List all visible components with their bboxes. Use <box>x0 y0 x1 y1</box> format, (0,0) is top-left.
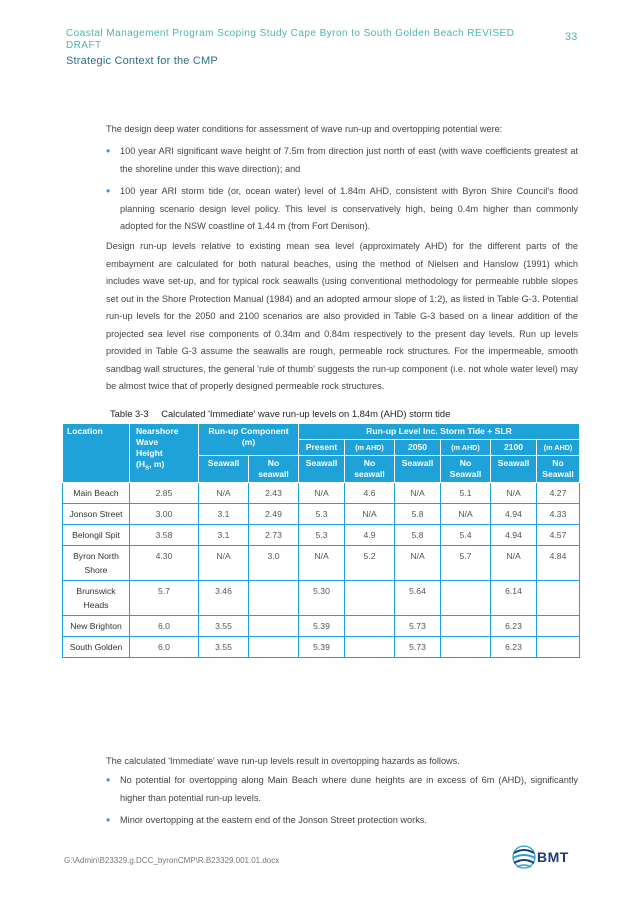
cell-2100-seawall: 6.23 <box>491 616 537 637</box>
nearshore-line4: (H <box>136 459 146 469</box>
cell-2100-no-seawall: 4.33 <box>537 504 580 525</box>
cell-wave-height: 5.7 <box>130 581 199 616</box>
col-header-mahd-2050: (m AHD) <box>441 440 491 456</box>
cell-wave-height: 3.58 <box>130 525 199 546</box>
cell-rc-seawall: 3.46 <box>199 581 249 616</box>
cell-2100-no-seawall: 4.84 <box>537 546 580 581</box>
header-title: Coastal Management Program Scoping Study Cape Byron to South Golden Beach REVISED DRAFT <box>66 28 515 51</box>
cell-rc-seawall: N/A <box>199 483 249 504</box>
cell-2050-no-seawall <box>441 637 491 658</box>
col-header-runup-level: Run-up Level Inc. Storm Tide + SLR <box>299 424 580 440</box>
cell-2050-seawall: 5.73 <box>395 616 441 637</box>
cell-location: Jonson Street <box>63 504 130 525</box>
cell-2100-no-seawall: 4.27 <box>537 483 580 504</box>
nearshore-line2: Wave <box>136 437 159 447</box>
cell-rc-no-seawall <box>249 581 299 616</box>
cell-2100-seawall: 4.94 <box>491 504 537 525</box>
cell-2100-seawall: N/A <box>491 546 537 581</box>
col-header-2050-no-seawall: No Seawall <box>441 456 491 483</box>
method-paragraph: Design run-up levels relative to existing mean sea level (approximately AHD) for the different parts of the embayment are calculated for both natural beaches, using the method of Nielsen and Hanslow (1991) which includes wave set-up, and for typical rock seawalls (using conventional methodology for permeable rubble slopes set out in the Shore Protection Manual (1984) and an adopted armour slope of 1:2), as listed in Table G-3. Potential run-up levels for the 2050 and 2100 scenarios are also provided in Table G-3 based on a linear addition of the projected sea level rise components of 0.34m and 0.84m respectively to the present day levels. Run up levels provided in Table G-3 assume the seawalls are rough, permeable rock structures. For the impermeable, smooth sandbag wall structures, the general 'rule of thumb' suggests the run-up component (i.e. not whole water level) may be almost twice that of properly designed permeable rock structures. <box>106 241 578 391</box>
design-conditions-list <box>106 143 578 241</box>
col-header-present: Present <box>299 440 345 456</box>
cell-location: South Golden <box>63 637 130 658</box>
cell-present-no-seawall: 5.2 <box>345 546 395 581</box>
col-header-2100-seawall: Seawall <box>491 456 537 483</box>
section-subtitle: Strategic Context for the CMP <box>66 55 218 67</box>
cell-rc-no-seawall: 2.43 <box>249 483 299 504</box>
cell-2100-no-seawall <box>537 581 580 616</box>
list-item: • 100 year ARI significant wave height of 7.5m from direction just north of east (with wave coefficients greatest at the shoreline under this wave direction); and <box>106 143 578 178</box>
cell-2100-seawall: 6.23 <box>491 637 537 658</box>
cell-rc-no-seawall: 2.49 <box>249 504 299 525</box>
cell-rc-no-seawall <box>249 637 299 658</box>
cell-2050-seawall: 5.64 <box>395 581 441 616</box>
list-item: • Minor overtopping at the eastern end of the Jonson Street protection works. <box>106 812 578 830</box>
cell-rc-no-seawall <box>249 616 299 637</box>
outcome-list <box>106 772 578 835</box>
table-row <box>63 616 580 637</box>
cell-present-no-seawall <box>345 581 395 616</box>
cell-present-no-seawall: N/A <box>345 504 395 525</box>
outcome-paragraph: The calculated 'Immediate' wave run-up levels result in overtopping hazards as follows. <box>106 756 460 766</box>
cell-2100-no-seawall <box>537 616 580 637</box>
table-row <box>63 546 580 581</box>
cell-wave-height: 6.0 <box>130 616 199 637</box>
table-row <box>63 581 580 616</box>
cell-2050-seawall: 5.8 <box>395 504 441 525</box>
cell-present-seawall: 5.39 <box>299 616 345 637</box>
table-caption-number: Table 3-3 <box>110 408 149 419</box>
cell-rc-no-seawall: 3.0 <box>249 546 299 581</box>
table-caption <box>110 408 450 419</box>
cell-wave-height: 2.85 <box>130 483 199 504</box>
cell-rc-seawall: 3.55 <box>199 637 249 658</box>
cell-2050-seawall: 5.73 <box>395 637 441 658</box>
intro-paragraph: The design deep water conditions for assessment of wave run-up and overtopping potential were: <box>106 124 503 134</box>
cell-present-no-seawall: 4.9 <box>345 525 395 546</box>
cell-wave-height: 3.00 <box>130 504 199 525</box>
cell-present-seawall: 5.3 <box>299 525 345 546</box>
cell-2100-seawall: 4.94 <box>491 525 537 546</box>
cell-2050-seawall: N/A <box>395 483 441 504</box>
col-header-mahd-2100: (m AHD) <box>537 440 580 456</box>
cell-2050-seawall: 5.8 <box>395 525 441 546</box>
cell-present-no-seawall <box>345 637 395 658</box>
list-item: • No potential for overtopping along Main Beach where dune heights are in excess of 6m (AHD), significantly higher than potential run-up levels. <box>106 772 578 807</box>
table-row <box>63 483 580 504</box>
col-header-present-no-seawall: No seawall <box>345 456 395 483</box>
cell-2050-no-seawall: N/A <box>441 504 491 525</box>
cell-2050-no-seawall <box>441 616 491 637</box>
cell-present-seawall: 5.39 <box>299 637 345 658</box>
cell-location: Brunswick Heads <box>63 581 130 616</box>
table-row <box>63 504 580 525</box>
cell-2100-no-seawall <box>537 637 580 658</box>
cell-2050-seawall: N/A <box>395 546 441 581</box>
cell-rc-seawall: N/A <box>199 546 249 581</box>
cell-present-no-seawall <box>345 616 395 637</box>
bmt-logo-text: BMT <box>537 849 569 865</box>
table-row <box>63 637 580 658</box>
cell-location: Main Beach <box>63 483 130 504</box>
cell-2050-no-seawall: 5.1 <box>441 483 491 504</box>
cell-2100-seawall: N/A <box>491 483 537 504</box>
col-header-mahd-present: (m AHD) <box>345 440 395 456</box>
cell-location: Belongil Spit <box>63 525 130 546</box>
nearshore-line3: Height <box>136 448 163 458</box>
col-header-nearshore-wave-height <box>130 424 199 483</box>
cell-rc-seawall: 3.55 <box>199 616 249 637</box>
nearshore-line5: , m) <box>149 459 165 469</box>
cell-present-no-seawall: 4.6 <box>345 483 395 504</box>
cell-wave-height: 4.30 <box>130 546 199 581</box>
page-number: 33 <box>565 31 578 43</box>
cell-present-seawall: 5.30 <box>299 581 345 616</box>
col-header-2050: 2050 <box>395 440 441 456</box>
col-header-rc-no-seawall: No seawall <box>249 456 299 483</box>
cell-location: Byron North Shore <box>63 546 130 581</box>
cell-present-seawall: N/A <box>299 546 345 581</box>
cell-rc-seawall: 3.1 <box>199 504 249 525</box>
col-header-2100: 2100 <box>491 440 537 456</box>
col-header-runup-component: Run-up Component (m) <box>199 424 299 456</box>
runup-table <box>62 423 580 658</box>
col-header-present-seawall: Seawall <box>299 456 345 483</box>
list-item: • 100 year ARI storm tide (or, ocean water) level of 1.84m AHD, consistent with Byron Shire Council's flood planning scenario design level policy. This level is conservatively high, being 0.4m higher than commonly adopted for the NSW coastline of 1.44 m (from Fort Denison). <box>106 183 578 236</box>
nearshore-line1: Nearshore <box>136 426 179 436</box>
nearshore-subscript: s <box>145 463 150 472</box>
footer-file-path: G:\Admin\B23329.g.DCC_byronCMP\R.B23329.001.01.docx <box>64 856 280 865</box>
cell-present-seawall: N/A <box>299 483 345 504</box>
cell-2100-seawall: 6.14 <box>491 581 537 616</box>
table-row <box>63 525 580 546</box>
cell-2050-no-seawall <box>441 581 491 616</box>
cell-rc-no-seawall: 2.73 <box>249 525 299 546</box>
cell-rc-seawall: 3.1 <box>199 525 249 546</box>
cell-2100-no-seawall: 4.57 <box>537 525 580 546</box>
col-header-rc-seawall: Seawall <box>199 456 249 483</box>
cell-wave-height: 6.0 <box>130 637 199 658</box>
cell-2050-no-seawall: 5.7 <box>441 546 491 581</box>
table-caption-text: Calculated 'Immediate' wave run-up levels on 1.84m (AHD) storm tide <box>161 408 451 419</box>
cell-location: New Brighton <box>63 616 130 637</box>
col-header-location: Location <box>63 424 130 483</box>
col-header-2050-seawall: Seawall <box>395 456 441 483</box>
cell-present-seawall: 5.3 <box>299 504 345 525</box>
col-header-2100-no-seawall: No Seawall <box>537 456 580 483</box>
cell-2050-no-seawall: 5.4 <box>441 525 491 546</box>
